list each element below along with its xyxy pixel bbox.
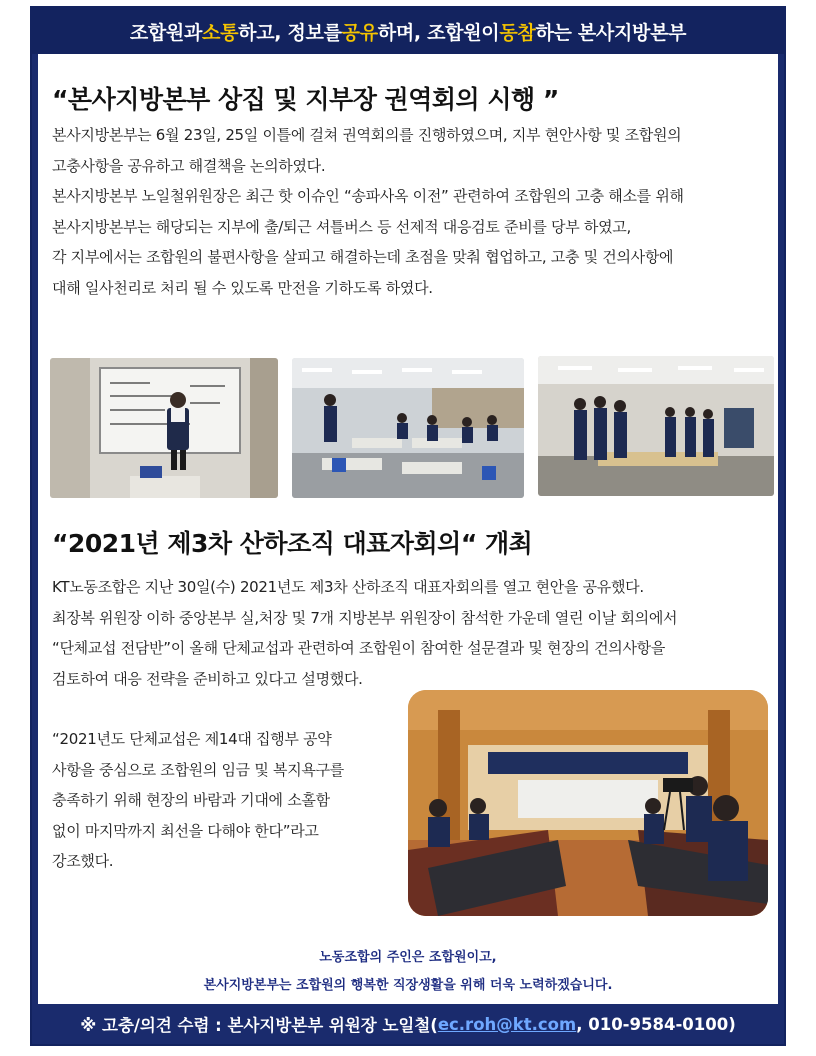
footer-suffix: , 010-9584-0100) <box>576 1014 736 1034</box>
footer-email-link[interactable]: ec.roh@kt.com <box>437 1014 577 1034</box>
article2-line: 최장복 위원장 이하 중앙본부 실,처장 및 7개 지방본부 위원장이 참석한 가운데 열린 이날 회의에서 <box>52 608 678 627</box>
article2-line: KT노동조합은 지난 30일(수) 2021년도 제3차 산하조직 대표자회의를 열고 현안을 공유했다. <box>52 578 644 596</box>
article2-line: 강조했다. <box>52 852 114 870</box>
article2-line: “단체교섭 전담반”이 올해 단체교섭과 관련하여 조합원이 참여한 설문결과 및 현장의 건의사항을 <box>52 639 666 657</box>
header-seg-6: 하는 본사지방본부 <box>535 21 687 44</box>
closing-line-2: 본사지방본부는 조합원의 행복한 직장생활을 위해 더욱 노력하겠습니다. <box>203 978 613 993</box>
page-frame <box>30 6 786 1046</box>
article2-line: “2021년도 단체교섭은 제14대 집행부 공약 <box>52 730 332 748</box>
article2-headline: “2021년 제3차 산하조직 대표자회의“ 개최 <box>52 529 533 558</box>
header-band <box>32 8 784 54</box>
article2-body-full <box>52 572 772 694</box>
article1-line: 본사지방본부는 6월 23일, 25일 이틀에 걸쳐 권역회의를 진행하였으며, 지부 현안사항 및 조합원의 <box>52 126 682 144</box>
article2-body-wrapped <box>52 724 432 877</box>
article1-line: 고충사항을 공유하고 해결책을 논의하였다. <box>52 156 326 175</box>
article1-headline: “본사지방본부 상집 및 지부장 권역회의 시행 ” <box>52 85 559 114</box>
article2-line: 없이 마지막까지 최선을 다해야 한다”라고 <box>52 821 319 840</box>
article1-line: 각 지부에서는 조합원의 불편사항을 살피고 해결하는데 초점을 맞춰 협업하고, 고충 및 건의사항에 <box>52 248 674 266</box>
photo-meeting-standing <box>538 356 774 496</box>
header-seg-4: 하며, 조합원이 <box>377 21 500 44</box>
photo-meeting-room-attendees <box>292 358 524 498</box>
article2-line: 충족하기 위해 현장의 바람과 기대에 소홀함 <box>52 791 330 809</box>
photo-meeting-whiteboard <box>50 358 278 498</box>
article1-body <box>52 120 772 303</box>
photo-representatives-conference <box>408 690 768 916</box>
article1-line: 본사지방본부 노일철위원장은 최근 핫 이슈인 “송파사옥 이전” 관련하여 조합원의 고충 해소를 위해 <box>52 187 684 205</box>
header-seg-0: 조합원과 <box>129 21 203 44</box>
content-area <box>38 54 778 1004</box>
article1-line: 본사지방본부는 해당되는 지부에 출/퇴근 셔틀버스 등 선제적 대응검토 준비를 당부 하였고, <box>52 217 631 236</box>
article1-line: 대해 일사천리로 처리 될 수 있도록 만전을 기하도록 하였다. <box>52 278 433 297</box>
footer-prefix: ※ 고충/의견 수렴 : 본사지방본부 위원장 노일철( <box>80 1016 438 1035</box>
article2-line: 검토하여 대응 전략을 준비하고 있다고 설명했다. <box>52 669 363 688</box>
footer-contact <box>32 1004 784 1044</box>
header-seg-2: 하고, 정보를 <box>238 21 342 44</box>
header-highlight-communicate: 소통 <box>202 21 239 44</box>
header-highlight-participate: 동참 <box>499 21 536 44</box>
article2-line: 사항을 중심으로 조합원의 임금 및 복지욕구를 <box>52 760 344 779</box>
closing-line-1: 노동조합의 주인은 조합원이고, <box>319 950 497 965</box>
header-highlight-share: 공유 <box>341 21 378 44</box>
